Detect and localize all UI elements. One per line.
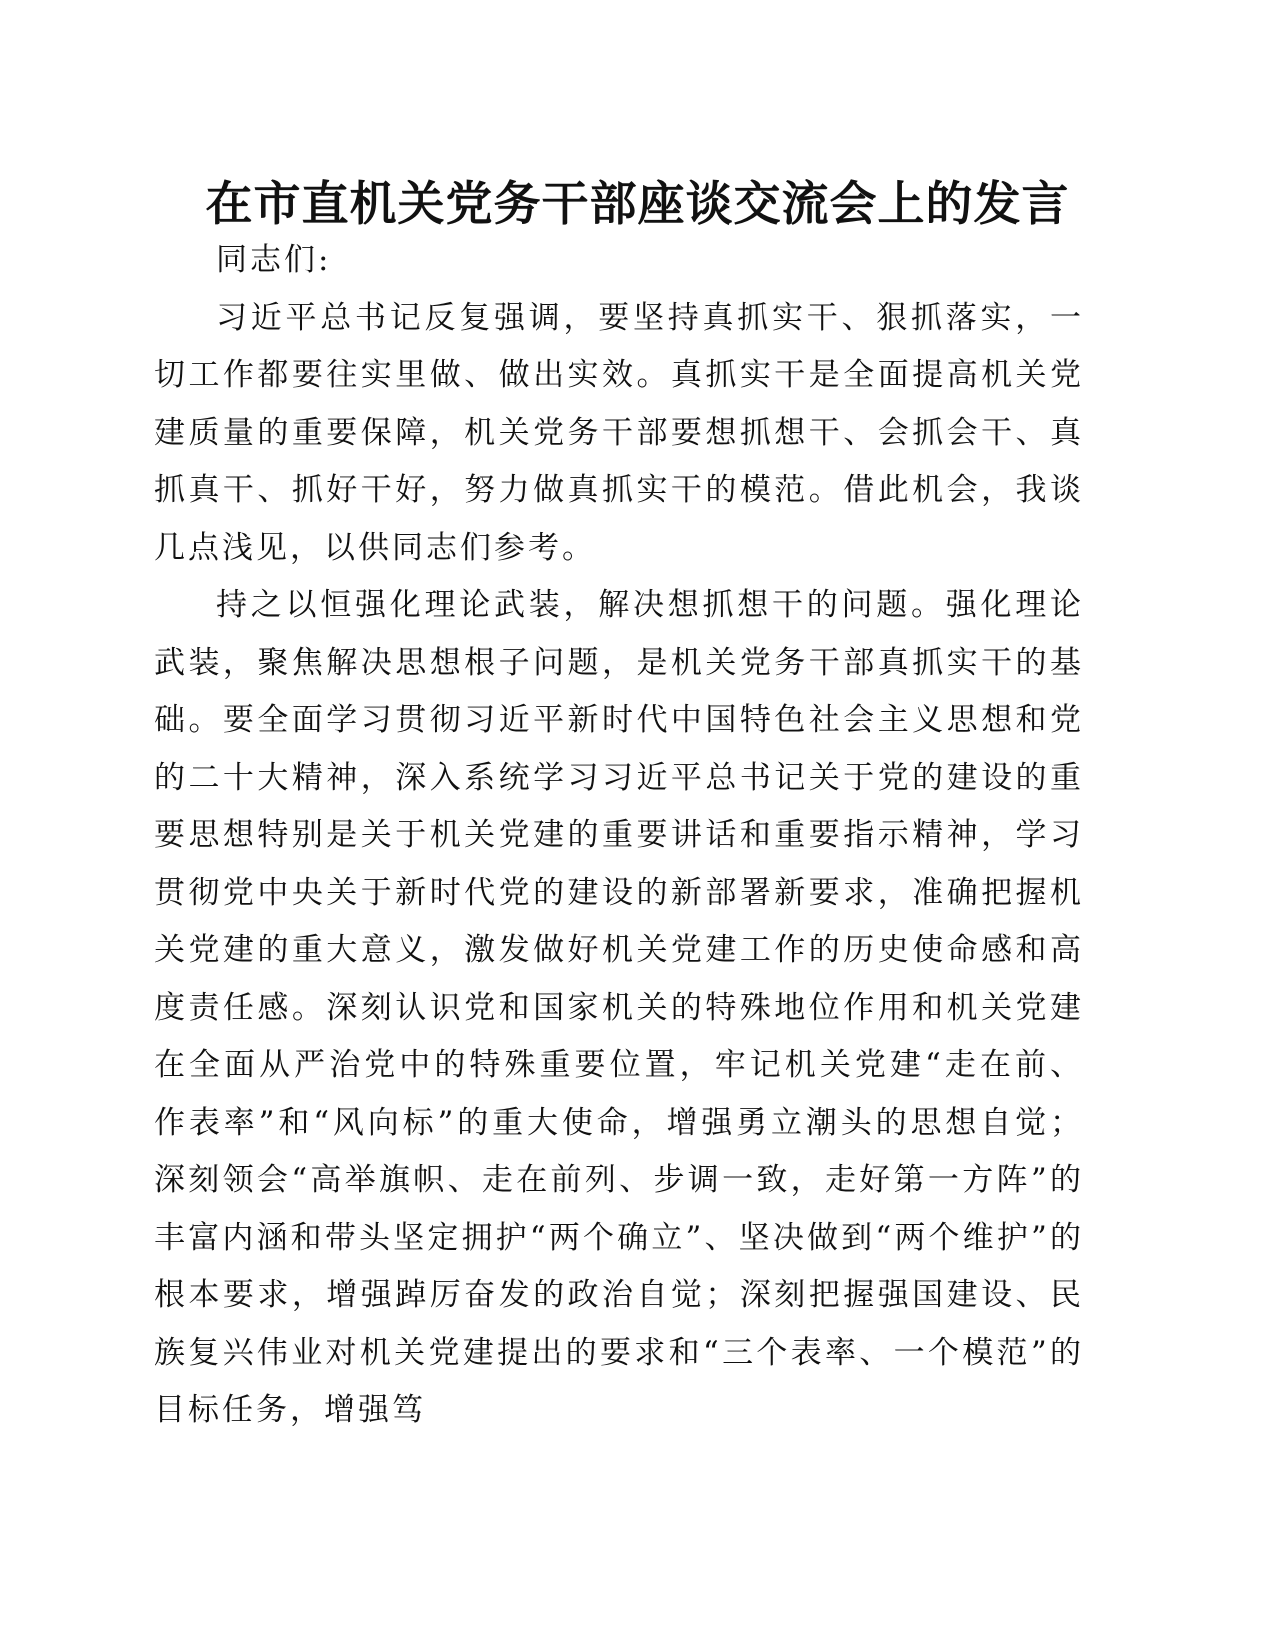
document-title: 在市直机关党务干部座谈交流会上的发言 <box>205 177 1070 232</box>
paragraph-intro: 习近平总书记反复强调，要坚持真抓实干、狠抓落实，一切工作都要往实里做、做出实效。真抓实干是全面提高机关党建质量的重要保障，机关党务干部要想抓想干、会抓会干、真抓真干、抓好干好，努力做真抓实干的模范。借此机会，我谈几点浅见，以供同志们参考。 <box>154 299 1084 566</box>
salutation: 同志们: <box>216 242 332 278</box>
document-body <box>154 232 1084 1440</box>
paragraph-theory-armament: 持之以恒强化理论武装，解决想抓想干的问题。强化理论武装，聚焦解决思想根子问题，是机关党务干部真抓实干的基础。要全面学习贯彻习近平新时代中国特色社会主义思想和党的二十大精神，深入系统学习习近平总书记关于党的建设的重要思想特别是关于机关党建的重要讲话和重要指示精神，学习贯彻党中央关于新时代党的建设的新部署新要求，准确把握机关党建的重大意义，激发做好机关党建工作的历史使命感和高度责任感。深刻认识党和国家机关的特殊地位作用和机关党建在全面从严治党中的特殊重要位置，牢记机关党建“走在前、作表率”和“风向标”的重大使命，增强勇立潮头的思想自觉；深刻领会“高举旗帜、走在前列、步调一致，走好第一方阵”的丰富内涵和带头坚定拥护“两个确立”、坚决做到“两个维护”的根本要求，增强踔厉奋发的政治自觉；深刻把握强国建设、民族复兴伟业对机关党建提出的要求和“三个表率、一个模范”的目标任务，增强笃 <box>154 587 1084 1428</box>
